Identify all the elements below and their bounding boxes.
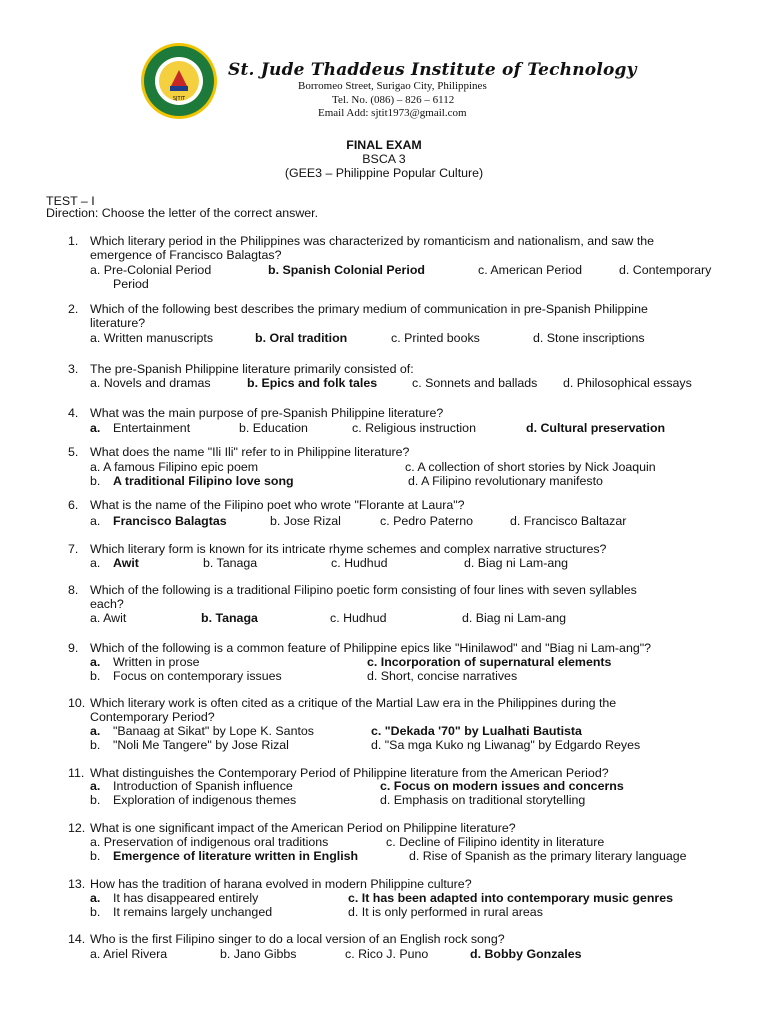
logo-center-text: SJTIT <box>172 96 186 102</box>
choice-a-correct: Francisco Balagtas <box>113 514 227 528</box>
question-text: The pre-Spanish Philippine literature primarily consisted of: <box>90 362 414 376</box>
choice-d: d. "Sa mga Kuko ng Liwanag" by Edgardo Reyes <box>371 738 641 752</box>
question-text: What does the name "Ili Ili" refer to in Philippine literature? <box>90 445 410 459</box>
question-text: What is one significant impact of the American Period on Philippine literature? <box>90 821 516 835</box>
choice-a: a. Ariel Rivera <box>90 947 168 961</box>
question-text: Which of the following best describes the primary medium of communication in pre-Spanish Philippine <box>90 302 648 316</box>
school-tel: Tel. No. (086) – 826 – 6112 <box>332 94 455 106</box>
question-number: 14. <box>68 932 86 946</box>
choice-a: a. Preservation of indigenous oral traditions <box>90 835 329 849</box>
choice-d: d. Emphasis on traditional storytelling <box>380 793 586 807</box>
choice-b-correct: A traditional Filipino love song <box>113 474 294 488</box>
question-text: How has the tradition of harana evolved in modern Philippine culture? <box>90 877 472 891</box>
question-text: emergence of Francisco Balagtas? <box>90 248 282 262</box>
choice-a: Entertainment <box>113 421 191 435</box>
choice-a-continued: Period <box>113 277 149 291</box>
question-text: What distinguishes the Contemporary Period of Philippine literature from the American Period? <box>90 766 609 780</box>
choice-b: b. Jose Rizal <box>270 514 341 528</box>
choice-b-letter: b. <box>90 669 101 683</box>
school-logo <box>140 42 218 120</box>
choice-b-correct: b. Spanish Colonial Period <box>268 263 425 277</box>
choice-c: c. American Period <box>478 263 582 277</box>
choice-d-correct: d. Cultural preservation <box>526 421 666 435</box>
choice-a: It has disappeared entirely <box>113 891 259 905</box>
choice-c: c. Hudhud <box>331 556 388 570</box>
question-text: Which of the following is a traditional Filipino poetic form consisting of four lines with seven syllables <box>90 583 637 597</box>
choice-a: Written in prose <box>113 655 200 669</box>
choice-c: c. Decline of Filipino identity in literature <box>386 835 605 849</box>
question-text: Who is the first Filipino singer to do a local version of an English rock song? <box>90 932 505 946</box>
question-text: Which literary period in the Philippines was characterized by romanticism and nationalism, and saw the <box>90 234 655 248</box>
test-label: TEST – I <box>46 194 95 208</box>
choice-d: d. Francisco Baltazar <box>510 514 627 528</box>
choice-d: d. It is only performed in rural areas <box>348 905 543 919</box>
choice-a-letter: a. <box>90 556 101 570</box>
choice-b: b. Jano Gibbs <box>220 947 297 961</box>
choice-b: b. Education <box>239 421 308 435</box>
choice-c-correct: c. Incorporation of supernatural elements <box>367 655 612 669</box>
choice-d: d. Short, concise narratives <box>367 669 518 683</box>
choice-a-letter: a. <box>90 779 101 793</box>
choice-c: c. Religious instruction <box>352 421 476 435</box>
question-number: 1. <box>68 234 79 248</box>
choice-b-letter: b. <box>90 905 101 919</box>
choice-a-letter: a. <box>90 421 101 435</box>
choice-a: "Banaag at Sikat" by Lope K. Santos <box>113 724 314 738</box>
question-text: Contemporary Period? <box>90 710 215 724</box>
choice-d: d. Rise of Spanish as the primary literary language <box>409 849 687 863</box>
question-text: Which of the following is a common feature of Philippine epics like "Hinilawod" and "Biag ni Lam-ang"? <box>90 641 652 655</box>
choice-c: c. Pedro Paterno <box>380 514 473 528</box>
exam-title: FINAL EXAM <box>346 138 422 152</box>
choice-a-letter: a. <box>90 655 101 669</box>
question-number: 2. <box>68 302 79 316</box>
question-text: What is the name of the Filipino poet who wrote "Florante at Laura"? <box>90 498 465 512</box>
question-number: 3. <box>68 362 79 376</box>
question-number: 7. <box>68 542 79 556</box>
choice-b: Exploration of indigenous themes <box>113 793 297 807</box>
choice-c-correct: c. It has been adapted into contemporary music genres <box>348 891 673 905</box>
choice-d: d. Stone inscriptions <box>533 331 645 345</box>
choice-a-letter: a. <box>90 891 101 905</box>
choice-a-correct: Awit <box>113 556 139 570</box>
choice-b-letter: b. <box>90 793 101 807</box>
choice-b-correct: b. Epics and folk tales <box>247 376 378 390</box>
choice-b-correct: Emergence of literature written in English <box>113 849 359 863</box>
choice-b-correct: b. Oral tradition <box>255 331 348 345</box>
choice-a-letter: a. <box>90 724 101 738</box>
exam-subject: (GEE3 – Philippine Popular Culture) <box>284 166 484 180</box>
exam-section: BSCA 3 <box>362 152 406 166</box>
test-direction: Direction: Choose the letter of the correct answer. <box>46 206 319 220</box>
question-text: literature? <box>90 316 146 330</box>
choice-b-letter: b. <box>90 474 101 488</box>
question-number: 9. <box>68 641 79 655</box>
choice-b-letter: b. <box>90 849 101 863</box>
question-number: 13. <box>68 877 86 891</box>
question-number: 11. <box>68 766 85 780</box>
choice-d: d. Philosophical essays <box>563 376 692 390</box>
school-address: Borromeo Street, Surigao City, Philippines <box>298 80 487 92</box>
question-number: 4. <box>68 406 79 420</box>
choice-d: d. Biag ni Lam-ang <box>462 611 567 625</box>
school-email: Email Add: sjtit1973@gmail.com <box>318 107 467 119</box>
choice-b-correct: b. Tanaga <box>201 611 258 625</box>
choice-d-correct: d. Bobby Gonzales <box>470 947 582 961</box>
question-number: 12. <box>68 821 86 835</box>
choice-a: a. Pre-Colonial Period <box>90 263 212 277</box>
choice-c: c. Hudhud <box>330 611 387 625</box>
choice-c: c. Printed books <box>391 331 480 345</box>
choice-b: "Noli Me Tangere" by Jose Rizal <box>113 738 289 752</box>
choice-d: d. Biag ni Lam-ang <box>464 556 569 570</box>
choice-b: Focus on contemporary issues <box>113 669 282 683</box>
choice-d: d. Contemporary <box>619 263 712 277</box>
choice-c: c. Rico J. Puno <box>345 947 429 961</box>
choice-a: a. Awit <box>90 611 127 625</box>
choice-a: a. Written manuscripts <box>90 331 214 345</box>
choice-c-correct: c. Focus on modern issues and concerns <box>380 779 624 793</box>
question-text: Which literary form is known for its intricate rhyme schemes and complex narrative structures? <box>90 542 607 556</box>
question-number: 5. <box>68 445 79 459</box>
choice-a-letter: a. <box>90 514 101 528</box>
question-number: 8. <box>68 583 79 597</box>
question-number: 6. <box>68 498 79 512</box>
choice-b-letter: b. <box>90 738 101 752</box>
question-text: each? <box>90 597 124 611</box>
choice-c-correct: c. "Dekada '70" by Lualhati Bautista <box>371 724 582 738</box>
choice-c: c. A collection of short stories by Nick Joaquin <box>405 460 656 474</box>
choice-a: a. Novels and dramas <box>90 376 211 390</box>
choice-a: Introduction of Spanish influence <box>113 779 293 793</box>
choice-c: c. Sonnets and ballads <box>412 376 538 390</box>
question-number: 10. <box>68 696 86 710</box>
choice-b: It remains largely unchanged <box>113 905 273 919</box>
question-text: Which literary work is often cited as a critique of the Martial Law era in the Philippines during the <box>90 696 617 710</box>
choice-d: d. A Filipino revolutionary manifesto <box>408 474 603 488</box>
choice-a: a. A famous Filipino epic poem <box>90 460 259 474</box>
school-name: St. Jude Thaddeus Institute of Technology <box>228 60 637 80</box>
question-text: What was the main purpose of pre-Spanish Philippine literature? <box>90 406 444 420</box>
choice-b: b. Tanaga <box>203 556 258 570</box>
